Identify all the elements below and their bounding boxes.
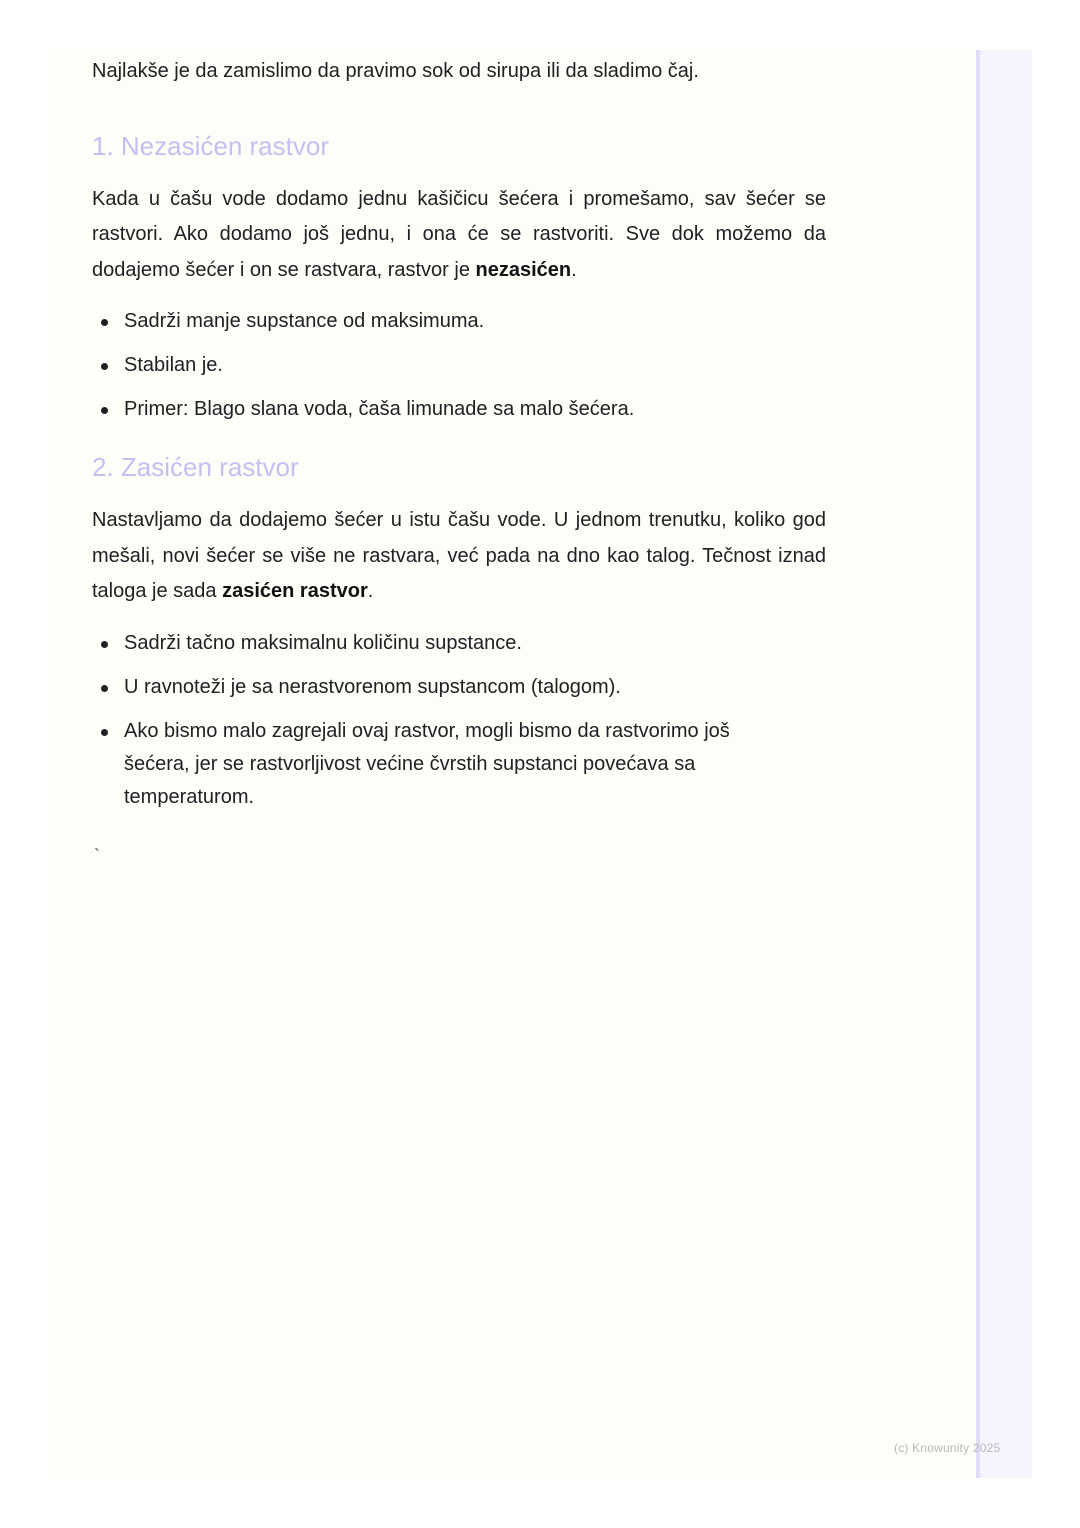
bullet-icon [101, 363, 108, 370]
list-item-text: Sadrži manje supstance od maksimuma. [124, 310, 485, 332]
section2-paragraph-end: . [367, 580, 374, 602]
list-item [92, 627, 764, 660]
section2-paragraph [92, 503, 826, 610]
list-item [92, 305, 764, 338]
stray-backtick: ` [94, 846, 100, 866]
list-item-text: Ako bismo malo zagrejali ovaj rastvor, mogli bismo da rastvorimo još šećera, jer se rastvorljivost većine čvrstih supstanci povećava sa temperaturom. [124, 719, 730, 808]
intro-paragraph: Najlakše je da zamislimo da pravimo sok od sirupa ili da sladimo čaj. [92, 60, 699, 82]
bullet-icon [101, 729, 108, 736]
section1-heading: 1. Nezasićen rastvor [92, 130, 329, 161]
bullet-icon [101, 319, 108, 326]
copyright-footer: (c) Knowunity 2025 [894, 1441, 1001, 1455]
bullet-icon [101, 641, 108, 648]
section1-paragraph [92, 182, 826, 289]
bullet-icon [101, 685, 108, 692]
list-item-text: Sadrži tačno maksimalnu količinu supstance. [124, 631, 522, 654]
section2-heading: 2. Zasićen rastvor [92, 452, 299, 482]
section2-bold-term: zasićen rastvor [222, 580, 368, 602]
list-item-text: U ravnoteži je sa nerastvorenom supstancom (talogom). [124, 675, 621, 698]
list-item [92, 715, 764, 814]
side-panel [976, 50, 1032, 1478]
list-item [92, 393, 764, 426]
section1-bold-term: nezasićen [475, 258, 572, 281]
list-item [92, 349, 764, 382]
section2-bullet-list [92, 627, 826, 814]
list-item [92, 671, 764, 704]
section1-bullet-list [92, 305, 826, 426]
list-item-text: Primer: Blago slana voda, čaša limunade sa malo šećera. [124, 398, 635, 420]
section1-paragraph-end: . [571, 258, 577, 281]
section2-paragraph-text: Nastavljamo da dodajemo šećer u istu čašu vode. U jednom trenutku, koliko god mešali, novi šećer se više ne rastvara, već pada na dno kao talog. Tečnost iznad taloga je sada [92, 509, 826, 602]
section1-paragraph-text: Kada u čašu vode dodamo jednu kašičicu šećera i promešamo, sav šećer se rastvori. Ako dodamo još jednu, i ona će se rastvoriti. Sve dok možemo da dodajemo šećer i on se rastvara, rastvor je [92, 187, 826, 281]
bullet-icon [101, 407, 108, 414]
list-item-text: Stabilan je. [124, 354, 223, 376]
document-content [92, 54, 826, 825]
